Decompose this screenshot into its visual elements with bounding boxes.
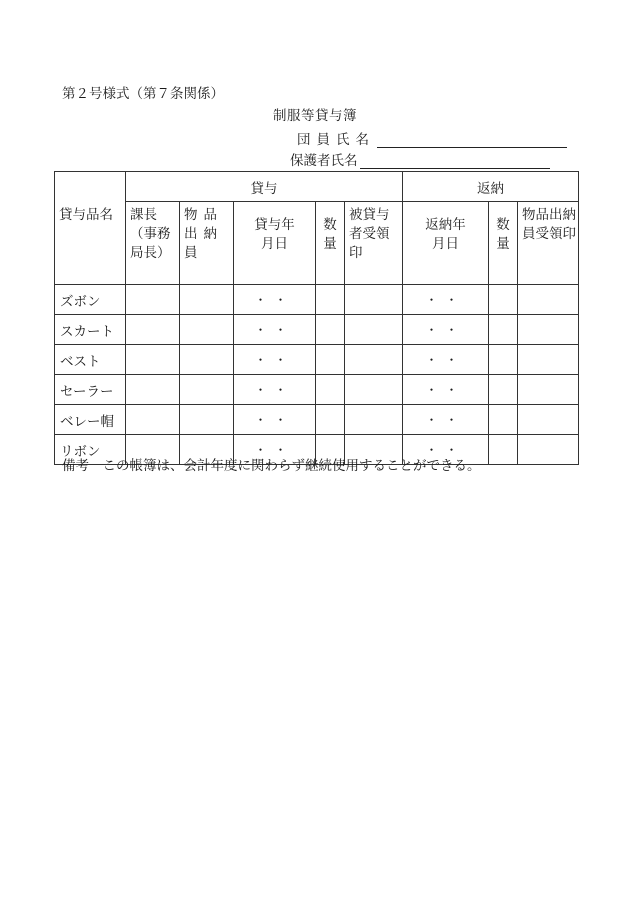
guardian-name-line[interactable] <box>360 153 550 169</box>
return-seal-header: 物品出納員受領印 <box>518 202 579 285</box>
lend-quantity-cell[interactable] <box>316 345 345 375</box>
lend-quantity-cell[interactable] <box>316 315 345 345</box>
lend-date-cell[interactable]: ・・ <box>234 315 316 345</box>
chief-header: 課長（事務局長） <box>126 202 180 285</box>
return-date-cell[interactable]: ・・ <box>403 435 489 465</box>
clerk-seal-cell[interactable] <box>180 405 234 435</box>
return-seal-cell[interactable] <box>518 285 579 315</box>
remarks-note: 備考 この帳簿は、会計年度に関わらず継続使用することができる。 <box>62 458 481 474</box>
return-quantity-cell[interactable] <box>489 315 518 345</box>
return-quantity-cell[interactable] <box>489 345 518 375</box>
lend-date-header: 貸与年月日 <box>234 202 316 285</box>
member-name-line[interactable] <box>377 132 567 148</box>
return-date-cell[interactable]: ・・ <box>403 345 489 375</box>
chief-seal-cell[interactable] <box>126 375 180 405</box>
item-name-cell: ベレー帽 <box>55 405 126 435</box>
table-row <box>55 375 579 405</box>
lend-group-header: 貸与 <box>126 172 403 202</box>
item-name-cell: スカート <box>55 315 126 345</box>
return-quantity-header: 数量 <box>489 202 518 285</box>
return-seal-cell[interactable] <box>518 375 579 405</box>
lend-quantity-header: 数量 <box>316 202 345 285</box>
chief-seal-cell[interactable] <box>126 315 180 345</box>
return-quantity-cell[interactable] <box>489 435 518 465</box>
return-date-cell[interactable]: ・・ <box>403 405 489 435</box>
lend-quantity-cell[interactable] <box>316 405 345 435</box>
chief-seal-cell[interactable] <box>126 405 180 435</box>
return-quantity-cell[interactable] <box>489 375 518 405</box>
borrower-seal-cell[interactable] <box>345 405 403 435</box>
clerk-seal-cell[interactable] <box>180 315 234 345</box>
lend-date-cell[interactable]: ・・ <box>234 405 316 435</box>
return-group-header: 返納 <box>403 172 579 202</box>
lend-date-cell[interactable]: ・・ <box>234 285 316 315</box>
clerk-seal-cell[interactable] <box>180 345 234 375</box>
table-row <box>55 315 579 345</box>
return-date-cell[interactable]: ・・ <box>403 315 489 345</box>
borrower-seal-cell[interactable] <box>345 315 403 345</box>
table-row <box>55 345 579 375</box>
property-clerk-header: 物品出納員 <box>180 202 234 285</box>
clerk-seal-cell[interactable] <box>180 285 234 315</box>
item-name-cell: ズボン <box>55 285 126 315</box>
guardian-name-field <box>290 151 550 169</box>
clerk-seal-cell[interactable] <box>180 375 234 405</box>
return-quantity-cell[interactable] <box>489 405 518 435</box>
chief-seal-cell[interactable] <box>126 285 180 315</box>
borrower-seal-cell[interactable] <box>345 375 403 405</box>
return-quantity-cell[interactable] <box>489 285 518 315</box>
return-seal-cell[interactable] <box>518 315 579 345</box>
return-seal-cell[interactable] <box>518 405 579 435</box>
item-name-header: 貸与品名 <box>55 172 126 285</box>
chief-seal-cell[interactable] <box>126 345 180 375</box>
borrower-seal-cell[interactable] <box>345 285 403 315</box>
item-name-cell: セーラー <box>55 375 126 405</box>
return-seal-cell[interactable] <box>518 345 579 375</box>
table-row <box>55 285 579 315</box>
lend-date-cell[interactable]: ・・ <box>234 375 316 405</box>
member-name-label: 団員氏名 <box>297 132 375 148</box>
return-date-cell[interactable]: ・・ <box>403 285 489 315</box>
return-date-cell[interactable]: ・・ <box>403 375 489 405</box>
lend-date-cell[interactable]: ・・ <box>234 345 316 375</box>
item-name-cell: ベスト <box>55 345 126 375</box>
guardian-name-label: 保護者氏名 <box>290 153 358 169</box>
borrower-seal-cell[interactable] <box>345 345 403 375</box>
return-seal-cell[interactable] <box>518 435 579 465</box>
return-date-header: 返納年月日 <box>403 202 489 285</box>
form-number-label: 第２号様式（第７条関係） <box>62 86 224 102</box>
item-name-cell: リボン <box>55 435 126 465</box>
lend-quantity-cell[interactable] <box>316 285 345 315</box>
lend-date-cell[interactable]: ・・ <box>234 435 316 465</box>
lending-ledger-table <box>54 171 579 465</box>
lend-quantity-cell[interactable] <box>316 375 345 405</box>
document-title: 制服等貸与簿 <box>273 108 357 124</box>
table-row <box>55 405 579 435</box>
member-name-field <box>297 130 567 148</box>
borrower-seal-header: 被貸与者受領印 <box>345 202 403 285</box>
